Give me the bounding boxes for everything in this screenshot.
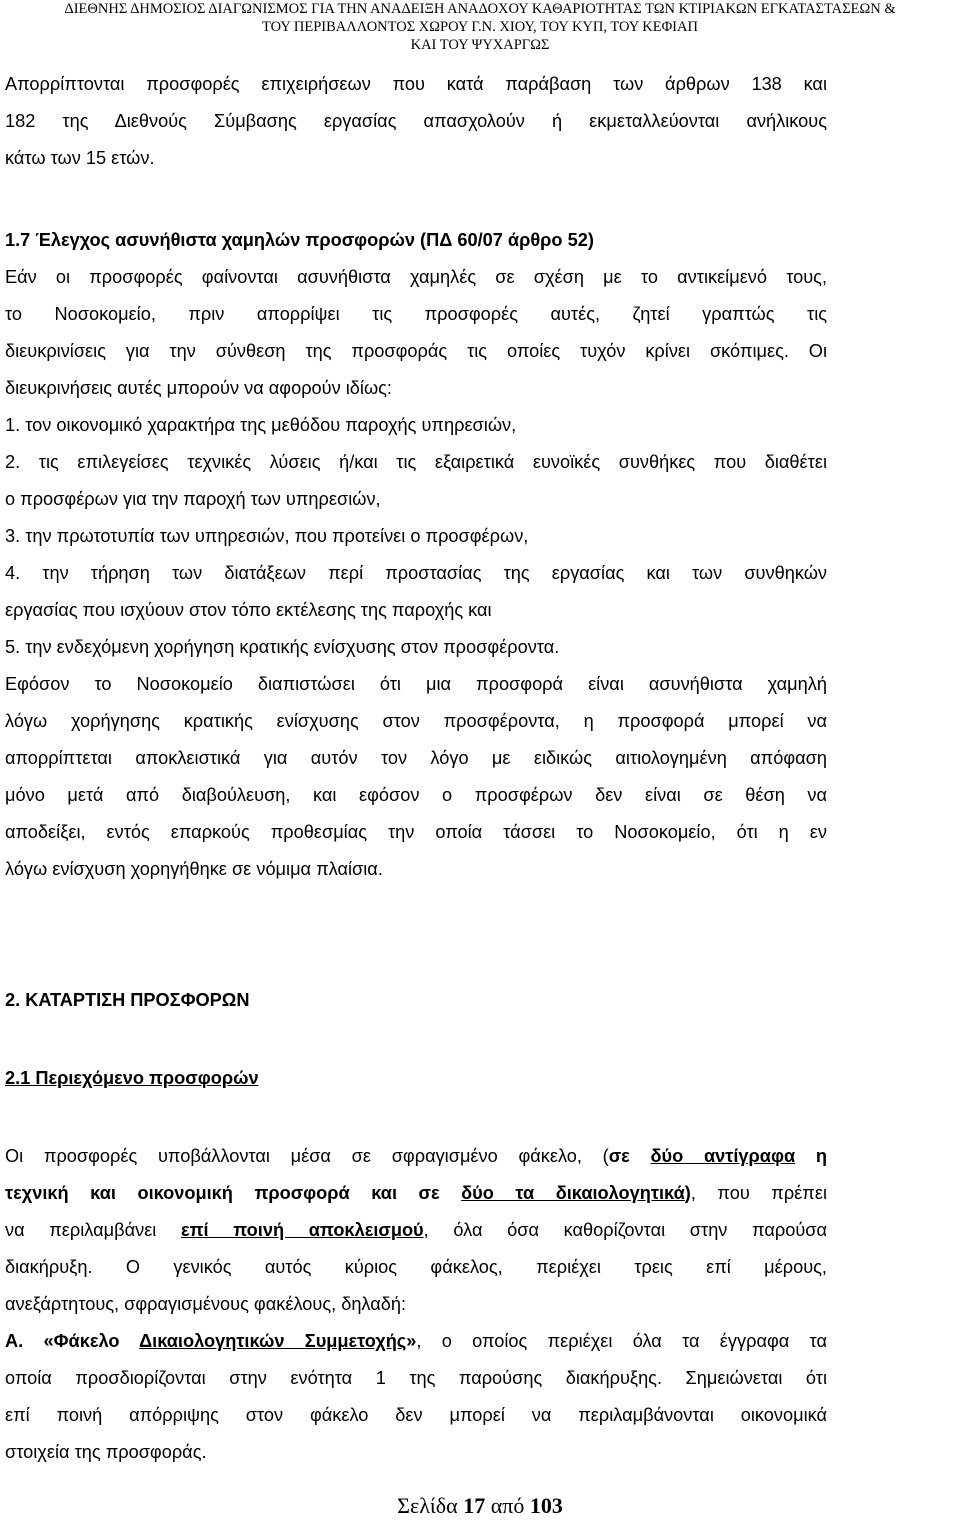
- text-line: λόγω ενίσχυση χορηγήθηκε σε νόμιμα πλαίσια.: [5, 859, 383, 879]
- text-line: Εάν οι προσφορές φαίνονται ασυνήθιστα χαμηλές σε σχέση με το αντικείμενό τους,: [5, 267, 827, 287]
- text-line: τεχνική και οικονομική προσφορά και σε δύο τα δικαιολογητικά), που πρέπει: [5, 1183, 827, 1203]
- list-item: 5. την ενδεχόμενη χορήγηση κρατικής ενίσχυσης στον προσφέροντα.: [5, 637, 560, 657]
- text-line: Α. «Φάκελο Δικαιολογητικών Συμμετοχής», ο οποίος περιέχει όλα τα έγγραφα τα: [5, 1331, 827, 1351]
- text-line: Εφόσον το Νοσοκομείο διαπιστώσει ότι μια προσφορά είναι ασυνήθιστα χαμηλή: [5, 674, 827, 694]
- list-item: 2. τις επιλεγείσες τεχνικές λύσεις ή/και τις εξαιρετικά ευνοϊκές συνθήκες που διαθέτει: [5, 452, 827, 472]
- text-line: εργασίας που ισχύουν στον τόπο εκτέλεσης της παροχής και: [5, 600, 492, 620]
- text-line: διευκρινίσεις για την σύνθεση της προσφοράς τις οποίες τυχόν κρίνει σκόπιμες. Οι: [5, 341, 827, 361]
- text-line: Οι προσφορές υποβάλλονται μέσα σε σφραγισμένο φάκελο, (σε δύο αντίγραφα η: [5, 1146, 827, 1166]
- text-line: ανεξάρτητους, σφραγισμένους φακέλους, δηλαδή:: [5, 1294, 407, 1314]
- text-line: 182 της Διεθνούς Σύμβασης εργασίας απασχολούν ή εκμεταλλεύονται ανήλικους: [5, 111, 827, 131]
- text-line: κάτω των 15 ετών.: [5, 148, 155, 168]
- section-2-heading: [5, 982, 827, 1019]
- text-line: οποία προσδιορίζονται στην ενότητα 1 της παρούσης διακήρυξης. Σημειώνεται ότι: [5, 1368, 827, 1388]
- list-item: 3. την πρωτοτυπία των υπηρεσιών, που προτείνει ο προσφέρων,: [5, 526, 529, 546]
- page-footer: Σελίδα 17 από 103: [397, 1493, 563, 1518]
- heading-text: 2. ΚΑΤΑΡΤΙΣΗ ΠΡΟΣΦΟΡΩΝ: [5, 990, 250, 1010]
- section-2-1-body: [5, 1138, 827, 1471]
- section-1-7: [5, 222, 827, 888]
- text-line: διακήρυξη. Ο γενικός αυτός κύριος φάκελος, περιέχει τρεις επί μέρους,: [5, 1257, 827, 1277]
- list-item: 1. τον οικονομικό χαρακτήρα της μεθόδου παροχής υπηρεσιών,: [5, 415, 517, 435]
- text-line: διευκρινήσεις αυτές μπορούν να αφορούν ιδίως:: [5, 378, 392, 398]
- text-line: μόνο μετά από διαβούλευση, και εφόσον ο προσφέρων δεν είναι σε θέση να: [5, 785, 827, 805]
- text-line: λόγω χορήγησης κρατικής ενίσχυσης στον προσφέροντα, η προσφορά μπορεί να: [5, 711, 827, 731]
- text-line: αποδείξει, εντός επαρκούς προθεσμίας την οποία τάσσει το Νοσοκομείο, ότι η εν: [5, 822, 827, 842]
- heading-text: 2.1 Περιεχόμενο προσφορών: [5, 1068, 259, 1088]
- text-line: ο προσφέρων για την παροχή των υπηρεσιών,: [5, 489, 381, 509]
- header-line-2: ΤΟΥ ΠΕΡΙΒΑΛΛΟΝΤΟΣ ΧΩΡΟΥ Γ.Ν. ΧΙΟΥ, ΤΟΥ ΚΥΠ, ΤΟΥ ΚΕΦΙΑΠ: [262, 19, 698, 35]
- text-line: Απορρίπτονται προσφορές επιχειρήσεων που κατά παράβαση των άρθρων 138 και: [5, 74, 827, 94]
- list-item: 4. την τήρηση των διατάξεων περί προστασίας της εργασίας και των συνθηκών: [5, 563, 827, 583]
- text-line: να περιλαμβάνει επί ποινή αποκλεισμού, όλα όσα καθορίζονται στην παρούσα: [5, 1220, 827, 1240]
- section-heading: 1.7 Έλεγχος ασυνήθιστα χαμηλών προσφορών (ΠΔ 60/07 άρθρο 52): [5, 230, 594, 250]
- page-total: 103: [529, 1493, 563, 1518]
- document-header: [0, 0, 960, 54]
- page-number: 17: [463, 1493, 486, 1518]
- intro-paragraph: [5, 66, 827, 177]
- header-line-3: ΚΑΙ ΤΟΥ ΨΥΧΑΡΓΩΣ: [410, 37, 550, 53]
- text-line: απορρίπτεται αποκλειστικά για αυτόν τον λόγο με ειδικώς αιτιολογημένη απόφαση: [5, 748, 827, 768]
- text-line: επί ποινή απόρριψης στον φάκελο δεν μπορεί να περιλαμβάνονται οικονομικά: [5, 1405, 827, 1425]
- header-line-1: ΔΙΕΘΝΗΣ ΔΗΜΟΣΙΟΣ ΔΙΑΓΩΝΙΣΜΟΣ ΓΙΑ ΤΗΝ ΑΝΑΔΕΙΞΗ ΑΝΑΔΟΧΟΥ ΚΑΘΑΡΙΟΤΗΤΑΣ ΤΩΝ ΚΤΙΡΙΑΚΩΝ ΕΓΚΑΤΑΣΤΑΣΕΩΝ &: [64, 1, 896, 17]
- text-line: το Νοσοκομείο, πριν απορρίψει τις προσφορές αυτές, ζητεί γραπτώς τις: [5, 304, 827, 324]
- section-2-1-heading: [5, 1060, 827, 1097]
- text-line: στοιχεία της προσφοράς.: [5, 1442, 207, 1462]
